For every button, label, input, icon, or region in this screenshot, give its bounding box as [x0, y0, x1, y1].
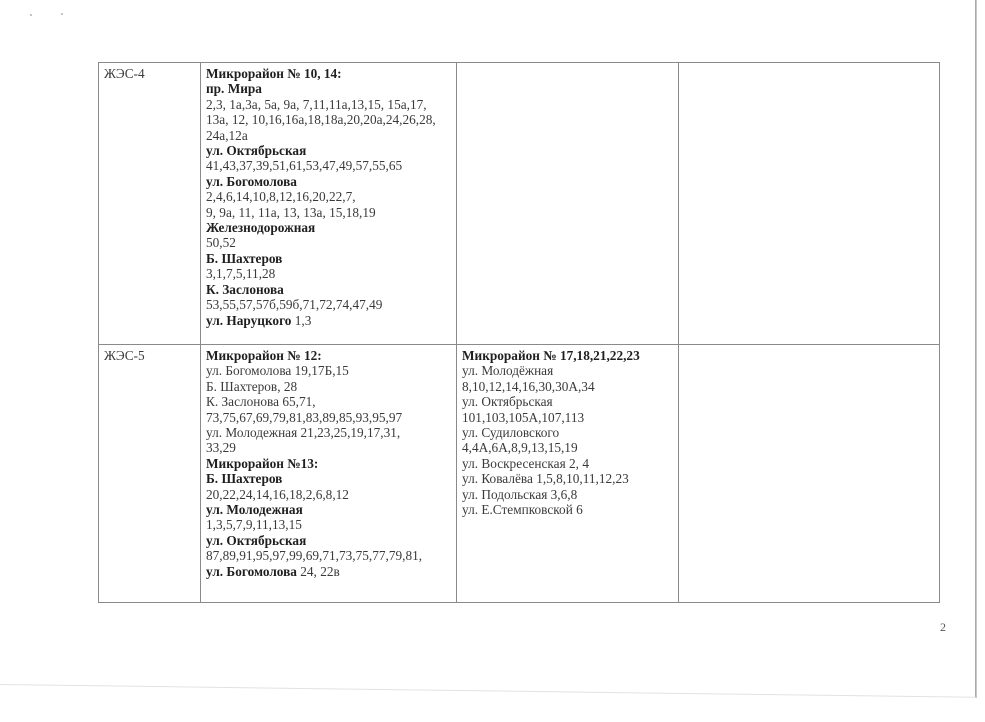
address-line: 101,103,105А,107,113	[462, 409, 585, 425]
addresses-cell-primary	[201, 63, 457, 345]
address-line: 20,22,24,14,16,18,2,6,8,12	[206, 486, 349, 502]
address-line: 3,1,7,5,11,28	[206, 266, 276, 282]
address-line: 8,10,12,14,16,30,30А,34	[462, 378, 595, 394]
street-name: ул. Наруцкого	[206, 312, 292, 328]
house-numbers: 1,3	[291, 312, 312, 328]
org-cell	[99, 63, 201, 345]
section-heading: К. Заслонова	[206, 281, 284, 297]
address-line: К. Заслонова 65,71,	[206, 394, 316, 410]
org-name: ЖЭС-4	[104, 66, 145, 81]
house-numbers: 24, 22в	[296, 563, 340, 579]
table-row-jes4	[99, 63, 940, 345]
notes-cell	[679, 63, 940, 345]
address-line: 1,3,5,7,9,11,13,15	[206, 517, 302, 533]
address-line: 33,29	[206, 440, 236, 456]
address-list	[206, 66, 452, 313]
org-cell	[99, 345, 201, 603]
address-line	[206, 313, 452, 328]
address-line: 24а,12а	[206, 127, 248, 143]
section-heading: ул. Богомолова	[206, 173, 297, 189]
address-line: 87,89,91,95,97,99,69,71,73,75,77,79,81,	[206, 548, 423, 564]
address-line: 73,75,67,69,79,81,83,89,85,93,95,97	[206, 409, 403, 425]
addresses-cell-primary	[201, 345, 457, 603]
address-line: ул. Подольская 3,6,8	[462, 486, 578, 502]
page-edge-right	[975, 0, 977, 698]
address-list	[462, 348, 674, 517]
address-line: ул. Октябрьская	[462, 394, 553, 410]
section-heading: Б. Шахтеров	[206, 250, 283, 266]
address-line: ул. Молодёжная	[462, 363, 554, 379]
section-heading: Микрорайон № 10, 14:	[206, 66, 342, 81]
section-heading: ул. Октябрьская	[206, 143, 307, 159]
section-heading: пр. Мира	[206, 81, 262, 97]
page-number: 2	[940, 620, 946, 634]
address-line: 9, 9а, 11, 11а, 13, 13а, 15,18,19	[206, 204, 376, 220]
table-row-jes5	[99, 345, 940, 603]
org-name: ЖЭС-5	[104, 348, 145, 363]
section-heading: Микрорайон № 17,18,21,22,23	[462, 348, 640, 363]
section-heading: Железнодорожная	[206, 220, 316, 236]
addresses-cell-secondary	[457, 63, 679, 345]
address-table	[98, 62, 940, 603]
section-heading: Микрорайон №13:	[206, 455, 319, 471]
scan-speck	[30, 14, 32, 16]
section-heading: ул. Октябрьская	[206, 532, 307, 548]
address-line	[206, 564, 452, 579]
address-line: ул. Судиловского	[462, 425, 560, 441]
scan-speck	[61, 13, 63, 15]
address-line: ул. Ковалёва 1,5,8,10,11,12,23	[462, 471, 629, 487]
address-line: 53,55,57,57б,59б,71,72,74,47,49	[206, 297, 383, 313]
address-line: ул. Воскресенская 2, 4	[462, 455, 589, 471]
section-heading: Микрорайон № 12:	[206, 348, 322, 363]
address-line: 13а, 12, 10,16,16а,18,18а,20,20а,24,26,28,	[206, 112, 436, 128]
address-list	[206, 348, 452, 564]
section-heading: ул. Молодежная	[206, 502, 303, 518]
address-line: ул. Молодежная 21,23,25,19,17,31,	[206, 425, 401, 441]
address-line: 4,4А,6А,8,9,13,15,19	[462, 440, 578, 456]
addresses-cell-secondary	[457, 345, 679, 603]
address-line: Б. Шахтеров, 28	[206, 378, 298, 394]
page-edge-bottom	[0, 684, 976, 698]
notes-cell	[679, 345, 940, 603]
address-line: ул. Богомолова 19,17Б,15	[206, 363, 349, 379]
address-line: 2,3, 1а,3а, 5а, 9а, 7,11,11а,13,15, 15а,17,	[206, 96, 427, 112]
section-heading: Б. Шахтеров	[206, 471, 283, 487]
address-line: 50,52	[206, 235, 236, 251]
street-name: ул. Богомолова	[206, 563, 297, 579]
address-line: 41,43,37,39,51,61,53,47,49,57,55,65	[206, 158, 403, 174]
address-line: ул. Е.Стемпковской 6	[462, 502, 583, 518]
address-line: 2,4,6,14,10,8,12,16,20,22,7,	[206, 189, 356, 205]
